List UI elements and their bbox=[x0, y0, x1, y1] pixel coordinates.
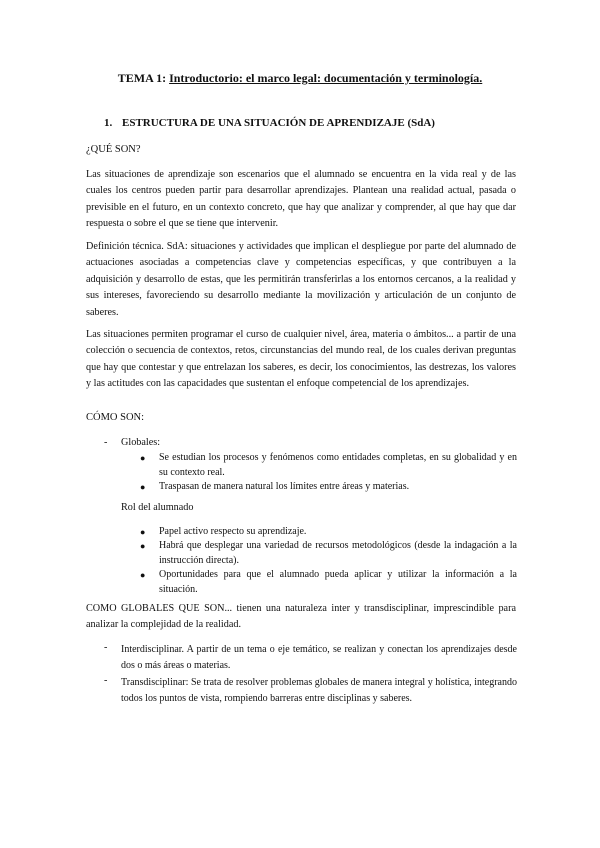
como-son-label: CÓMO SON: bbox=[86, 412, 145, 423]
que-son-label: ¿QUÉ SON? bbox=[86, 144, 141, 155]
list-dash: - bbox=[104, 642, 108, 653]
paragraph-definition: Definición técnica. SdA: situaciones y actividades que implican el despliegue por parte del alumnado de actuaciones asociadas a competencias clave y competencias específicas, y que contribuyen a la adquisición y desarrollo de estas, que les permitirán transferirlas a los entornos cercanos, a la realidad y sus intereses, favoreciendo su desarrollo mediante la movilización y articulación de un conjunto de saberes. bbox=[86, 241, 516, 318]
bullet-icon: ● bbox=[140, 482, 146, 492]
list-item: ● Habrá que desplegar una variedad de recursos metodológicos (desde la indagación a la instrucción directa). bbox=[140, 540, 517, 566]
section-heading-text: ESTRUCTURA DE UNA SITUACIÓN DE APRENDIZAJE (SdA) bbox=[122, 117, 435, 129]
bullet-icon: ● bbox=[140, 541, 146, 551]
list-item: ● Papel activo respecto su aprendizaje. bbox=[143, 525, 517, 540]
paragraph-intro: Las situaciones de aprendizaje son escenarios que el alumnado se encuentra en la vida real y de las cuales los centros pueden partir para desarrollar aprendizajes. Plantean una realidad actual, pasada o previsible en el futuro, en un contexto concreto, que hay que analizar y comprender, al que hay que dar respuesta o sobre el que se tiene que intervenir. bbox=[86, 169, 516, 230]
list-item: ● Se estudian los procesos y fenómenos como entidades completas, en su globalidad y en su contexto real. bbox=[140, 452, 517, 478]
list-item-transdisciplinar: Transdisciplinar: Se trata de resolver problemas globales de manera integral y holística, integrando todos los puntos de vista, rompiendo barreras entre disciplinas y saberes. bbox=[121, 677, 517, 705]
section-number: 1. bbox=[104, 117, 113, 129]
list-dash: - bbox=[104, 437, 108, 448]
list-dash: - bbox=[104, 675, 108, 686]
paragraph-situations: Las situaciones permiten programar el curso de cualquier nivel, área, materia o ámbitos... a partir de una colección o secuencia de contextos, retos, circunstancias del mundo real, de los cuales derivan preguntas que hay que contestar y que entrelazan los saberes, es decir, los conocimientos, las destrezas, los valores y las actitudes con las capacidades que sustentan el enfoque competencial de los aprendizajes. bbox=[86, 329, 516, 390]
rol-label: Rol del alumnado bbox=[121, 502, 194, 513]
section-heading bbox=[104, 117, 435, 129]
title-prefix: TEMA 1: bbox=[117, 71, 170, 85]
bullet-icon: ● bbox=[140, 527, 146, 537]
bullet-icon: ● bbox=[140, 570, 146, 580]
list-item-interdisciplinar: Interdisciplinar. A partir de un tema o eje temático, se realizan y conectan los aprendizajes desde dos o más áreas o materias. bbox=[121, 644, 517, 672]
bullet-icon: ● bbox=[140, 453, 146, 463]
globales-label: Globales: bbox=[121, 437, 161, 448]
title-subject: Introductorio: el marco legal: documentación y terminología. bbox=[169, 71, 483, 85]
page-title bbox=[0, 71, 600, 86]
list-item: ● Traspasan de manera natural los límites entre áreas y materias. bbox=[143, 480, 517, 495]
list-item: ● Oportunidades para que el alumnado pueda aplicar y utilizar la información a la situación. bbox=[140, 569, 517, 595]
paragraph-globales: COMO GLOBALES QUE SON... tienen una naturaleza inter y transdisciplinar, imprescindible para analizar la complejidad de la realidad. bbox=[86, 603, 516, 631]
